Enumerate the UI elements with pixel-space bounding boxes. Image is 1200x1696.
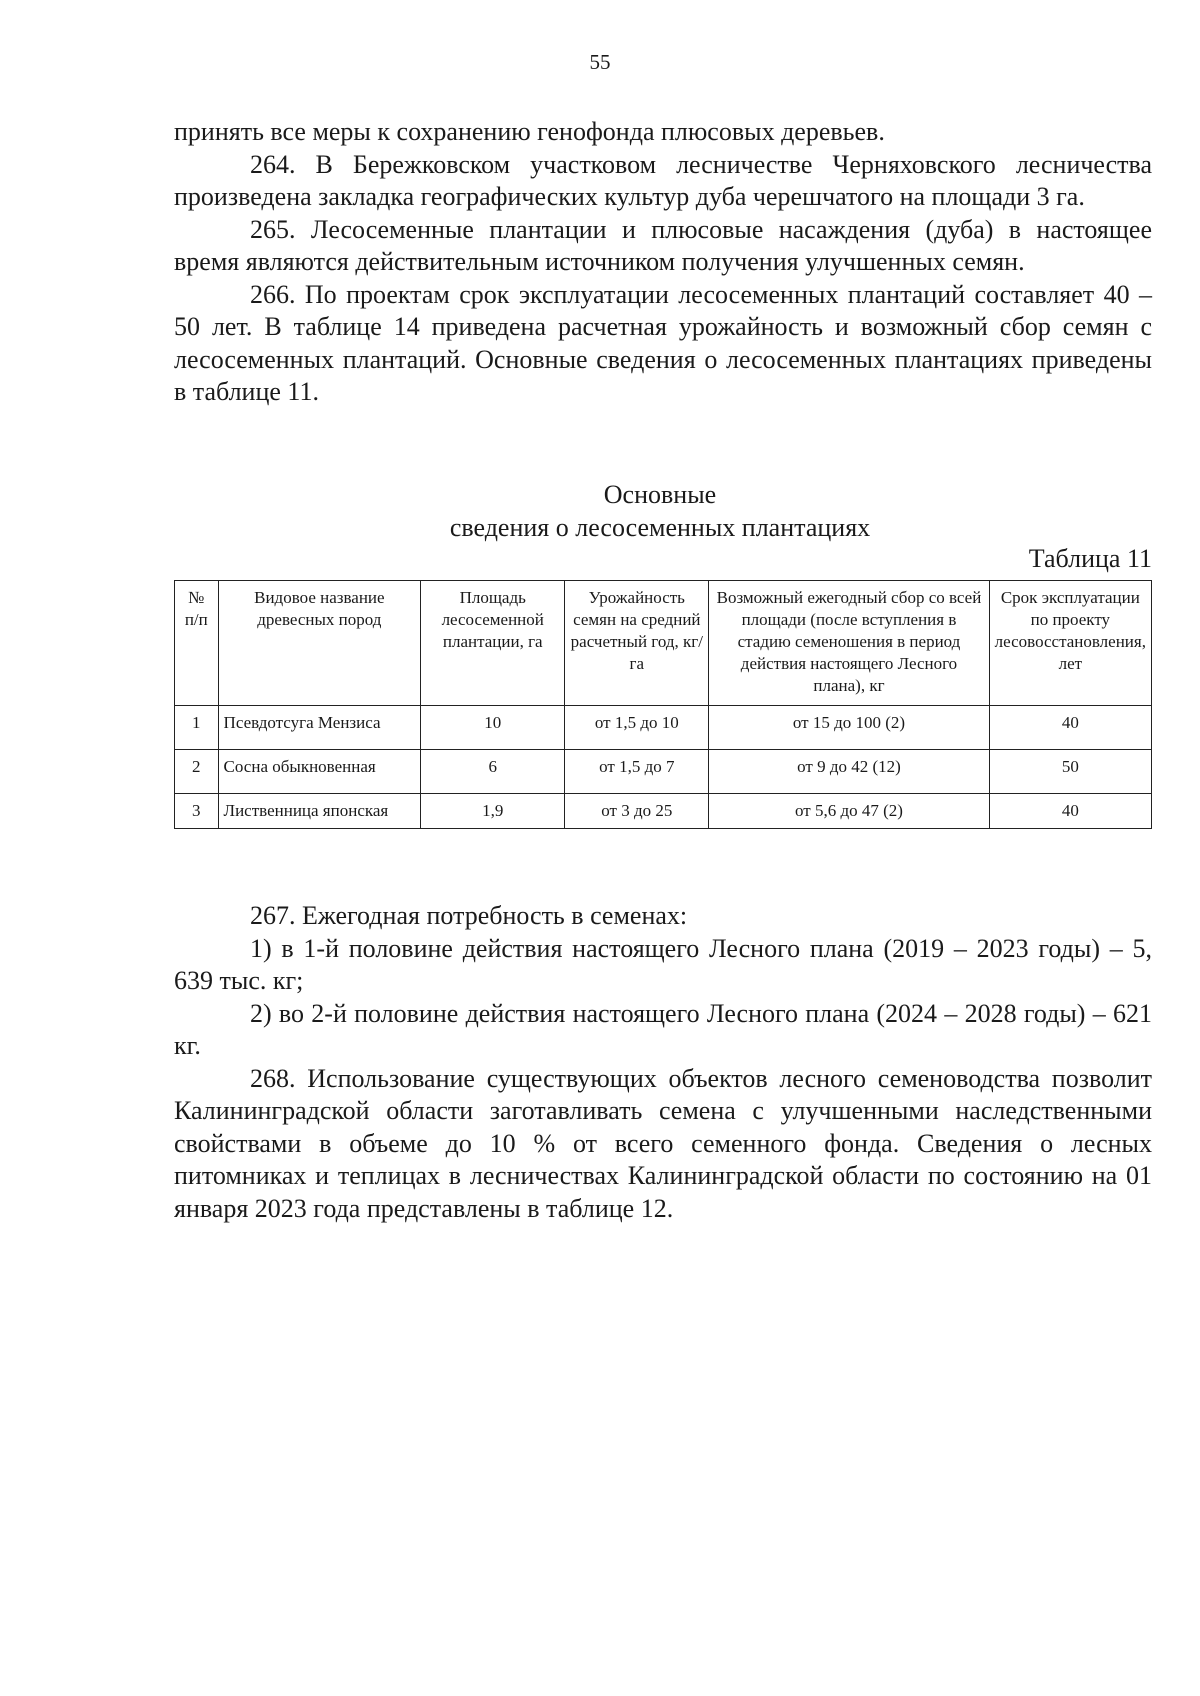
table-cell: Псевдотсуга Мензиса [218,706,421,750]
table-cell: 2 [175,750,219,794]
paragraph-267-2: 2) во 2-й половине действия настоящего Лесного плана (2024 – 2028 годы) – 621 кг. [174,998,1152,1060]
table-row [175,706,1152,750]
table-cell: 40 [989,706,1151,750]
header-cell-collection: Возможный ежегодный сбор со всей площади (после вступления в стадию семеношения в период действия настоящего Лесного плана), кг [709,581,989,706]
table-cell: 1 [175,706,219,750]
paragraph-267: 267. Ежегодная потребность в семенах: [250,901,688,930]
table-cell: 10 [421,706,565,750]
body-text-bottom [174,900,1152,1225]
paragraph-266: 266. По проектам срок эксплуатации лесосеменных плантаций составляет 40 – 50 лет. В таблице 14 приведена расчетная урожайность и возможный сбор семян с лесосеменных плантаций. Основные сведения о лесосеменных плантациях приведены в таблице 11. [174,279,1152,406]
table-row [175,750,1152,794]
header-cell-area: Площадь лесосеменной плантации, га [421,581,565,706]
page-number: 55 [589,50,611,74]
body-text-top [174,116,1152,409]
table-cell: от 15 до 100 (2) [709,706,989,750]
header-cell-species: Видовое название древесных пород [218,581,421,706]
table-cell: Лиственница японская [218,794,421,829]
table-cell: 1,9 [421,794,565,829]
table-cell: Сосна обыкновенная [218,750,421,794]
table-header-row [175,581,1152,706]
paragraph: принять все меры к сохранению генофонда плюсовых деревьев. [174,117,885,146]
plantations-table [174,580,1152,829]
table-cell: от 1,5 до 10 [565,706,709,750]
paragraph-267-1: 1) в 1-й половине действия настоящего Лесного плана (2019 – 2023 годы) – 5, 639 тыс. кг; [174,933,1152,995]
table-row [175,794,1152,829]
table-title-line1: Основные [603,480,717,509]
paragraph-265: 265. Лесосеменные плантации и плюсовые насаждения (дуба) в настоящее время являются действительным источником получения улучшенных семян. [174,214,1152,276]
paragraph-268: 268. Использование существующих объектов лесного семеноводства позволит Калининградской области заготавливать семена с улучшенными наследственными свойствами в объеме до 10 % от всего семенного фонда. Сведения о лесных питомниках и теплицах в лесничествах Калининградской области по состоянию на 01 января 2023 года представлены в таблице 12. [174,1063,1152,1223]
table-caption: Таблица 11 [1028,544,1152,573]
table-cell: 3 [175,794,219,829]
table-cell: от 5,6 до 47 (2) [709,794,989,829]
table-cell: от 3 до 25 [565,794,709,829]
header-cell-term: Срок эксплуатации по проекту лесовосстановления, лет [989,581,1151,706]
paragraph-264: 264. В Бережковском участковом лесничестве Черняховского лесничества произведена закладка географических культур дуба черешчатого на площади 3 га. [174,149,1152,211]
table-cell: 40 [989,794,1151,829]
table-cell: 50 [989,750,1151,794]
header-cell-number: № п/п [175,581,219,706]
header-cell-yield: Урожайность семян на средний расчетный год, кг/га [565,581,709,706]
table-cell: от 1,5 до 7 [565,750,709,794]
table-title [0,478,1200,544]
table-title-line2: сведения о лесосеменных плантациях [449,513,871,542]
table-cell: от 9 до 42 (12) [709,750,989,794]
table-cell: 6 [421,750,565,794]
